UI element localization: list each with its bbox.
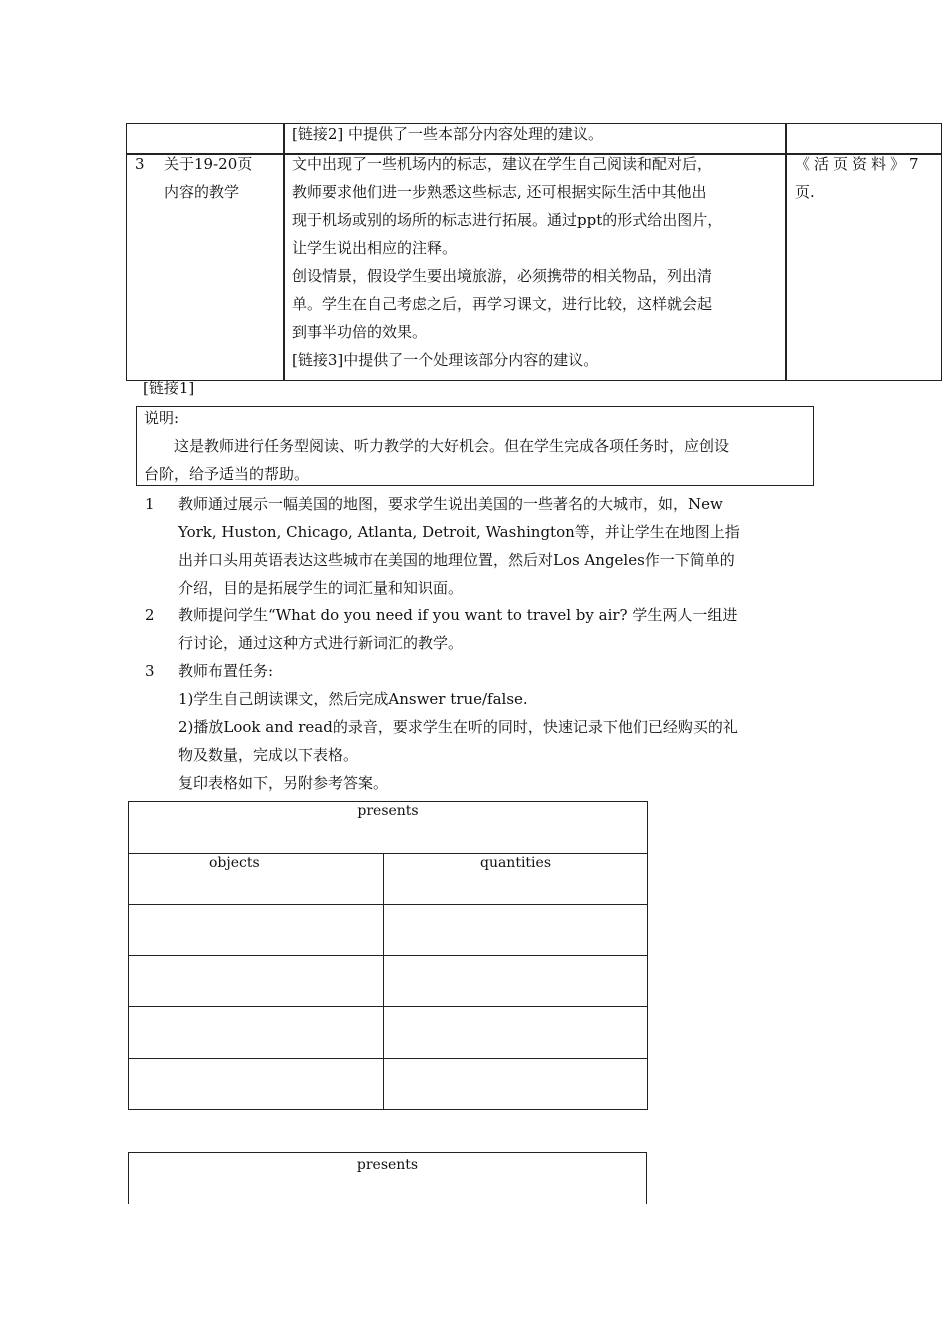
item-number: 2: [145, 606, 155, 624]
item-line: 介绍，目的是拓展学生的词汇量和知识面。: [178, 579, 464, 597]
row2-topic-line2: 内容的教学: [164, 183, 240, 201]
item-line: 教师提问学生“What do you need if you want to travel by air? 学生两人一组进: [178, 606, 738, 624]
top-table-row1-content: [链接2] 中提供了一些本部分内容处理的建议。: [292, 125, 604, 143]
item-line: 教师布置任务:: [178, 662, 274, 680]
item-line: 出并口头用英语表达这些城市在美国的地理位置，然后对Los Angeles作一下简单的: [178, 551, 735, 569]
row2-ref-line2: 页.: [795, 183, 815, 201]
item-number: 1: [145, 495, 155, 513]
table-cell: [384, 956, 648, 1007]
row2-content-line: 创设情景，假设学生要出境旅游，必须携带的相关物品，列出清: [292, 267, 713, 285]
row2-content-line: 单。学生在自己考虑之后，再学习课文，进行比较，这样就会起: [292, 295, 713, 313]
row2-topic-line1: 关于19-20页: [164, 155, 253, 173]
item-line: 行讨论，通过这种方式进行新词汇的教学。: [178, 634, 464, 652]
row2-ref-line1: 《活页资料》7: [795, 155, 923, 173]
row2-content-line: 文中出现了一些机场内的标志，建议在学生自己阅读和配对后，: [292, 155, 713, 173]
row2-number: 3: [135, 155, 145, 173]
item-line: 2)播放Look and read的录音，要求学生在听的同时，快速记录下他们已经购买的礼: [178, 718, 738, 736]
table-cell: [129, 1007, 384, 1059]
table-cell: [384, 905, 648, 956]
table-cell: [129, 905, 384, 956]
quantities-header: quantities: [384, 854, 648, 905]
row2-content-line: 现于机场或别的场所的标志进行拓展。通过ppt的形式给出图片，: [292, 211, 723, 229]
row2-content-line: 让学生说出相应的注释。: [292, 239, 458, 257]
note-line1: 这是教师进行任务型阅读、听力教学的大好机会。但在学生完成各项任务时，应创设: [174, 437, 730, 455]
item-line: 复印表格如下，另附参考答案。: [178, 774, 389, 792]
presents-table-2-title: presents: [356, 1157, 419, 1173]
row2-content-line: 教师要求他们进一步熟悉这些标志, 还可根据实际生活中其他出: [292, 183, 707, 201]
note-line2: 台阶，给予适当的帮助。: [144, 465, 310, 483]
item-line: 教师通过展示一幅美国的地图，要求学生说出美国的一些著名的大城市，如，New: [178, 495, 723, 513]
link1-label: [链接1]: [143, 379, 195, 397]
item-line: York, Huston, Chicago, Atlanta, Detroit, Washington等，并让学生在地图上指: [178, 523, 740, 541]
presents-table-title: presents: [129, 802, 648, 854]
item-line: 物及数量，完成以下表格。: [178, 746, 359, 764]
table-cell: [129, 956, 384, 1007]
presents-table: [128, 801, 648, 1110]
row2-content-line: 到事半功倍的效果。: [292, 323, 428, 341]
table-cell: [129, 1059, 384, 1110]
table-cell: [384, 1007, 648, 1059]
item-line: 1)学生自己朗读课文，然后完成Answer true/false.: [178, 690, 528, 708]
objects-header: objects: [129, 854, 384, 905]
note-title: 说明:: [144, 409, 180, 427]
table-cell: [384, 1059, 648, 1110]
item-number: 3: [145, 662, 155, 680]
row2-content-line: [链接3]中提供了一个处理该部分内容的建议。: [292, 351, 599, 369]
